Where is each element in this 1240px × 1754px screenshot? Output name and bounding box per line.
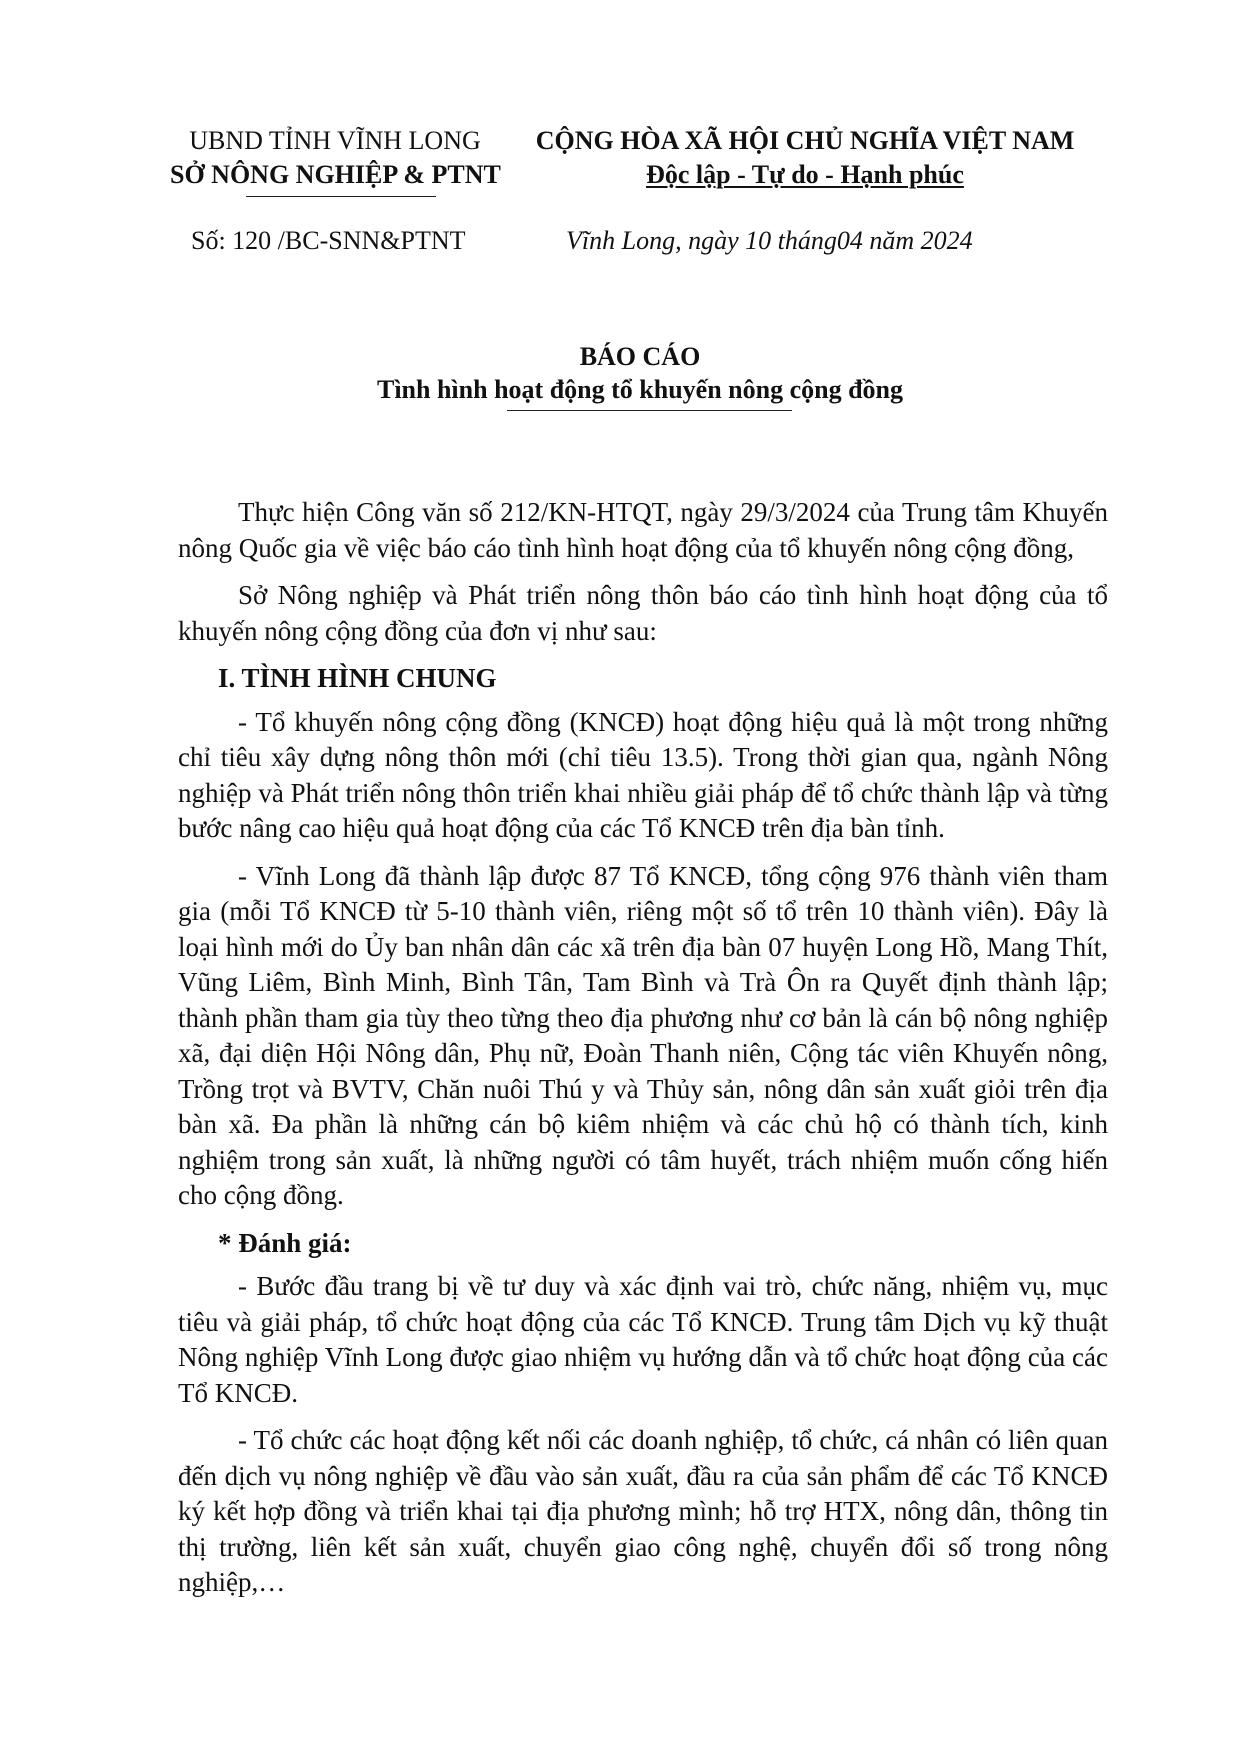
agency-name-line1: UBND TỈNH VĨNH LONG [189,126,481,155]
paragraph-evaluation-1: - Bước đầu trang bị về tư duy và xác định vai trò, chức năng, nhiệm vụ, mục tiêu và giải pháp, tổ chức hoạt động của các Tổ KNCĐ. Trung tâm Dịch vụ kỹ thuật Nông nghiệp Vĩnh Long được giao nhiệm vụ hướng dẫn và tổ chức hoạt động của các Tổ KNCĐ. [178,1271,1108,1408]
report-title: BÁO CÁO [579,342,701,371]
paragraph-kncd-overview: - Tổ khuyến nông cộng đồng (KNCĐ) hoạt động hiệu quả là một trong những chỉ tiêu xây dựng nông thôn mới (chỉ tiêu 13.5). Trong thời gian qua, ngành Nông nghiệp và Phát triển nông thôn triển khai nhiều giải pháp để tổ chức thành lập và từng bước nâng cao hiệu quả hoạt động của các Tổ KNCĐ trên địa bàn tỉnh. [178,706,1108,843]
subtitle-underline [507,410,792,411]
national-motto: Độc lập - Tự do - Hạnh phúc [646,160,964,189]
report-subtitle: Tình hình hoạt động tổ khuyến nông cộng đồng [376,375,903,404]
national-title: CỘNG HÒA XÃ HỘI CHỦ NGHĨA VIỆT NAM [535,126,1075,155]
paragraph-kncd-establishment: - Vĩnh Long đã thành lập được 87 Tổ KNCĐ, tổng cộng 976 thành viên tham gia (mỗi Tổ KNCĐ từ 5-10 thành viên, riêng một số tổ trên 10 thành viên). Đây là loại hình mới do Ủy ban nhân dân các xã trên địa bàn 07 huyện Long Hồ, Mang Thít, Vũng Liêm, Bình Minh, Bình Tân, Tam Bình và Trà Ôn ra Quyết định thành lập; thành phần tham gia tùy theo từng theo địa phương như cơ bản là cán bộ nông nghiệp xã, đại diện Hội Nông dân, Phụ nữ, Đoàn Thanh niên, Cộng tác viên Khuyến nông, Trồng trọt và BVTV, Chăn nuôi Thú y và Thủy sản, nông dân sản xuất giỏi trên địa bàn xã. Đa phần là những cán bộ kiêm nhiệm và các chủ hộ có thành tích, kinh nghiệm trong sản xuất, là những người có tâm huyết, trách nhiệm muốn cống hiến cho cộng đồng. [178,860,1108,1210]
document-number: Số: 120 /BC-SNN&PTNT [191,226,466,255]
section-heading-general: I. TÌNH HÌNH CHUNG [218,663,497,693]
evaluation-heading: * Đánh giá: [218,1227,352,1258]
report-body [178,495,1108,1613]
motto-wrapper [520,158,1090,192]
purpose-paragraph: Sở Nông nghiệp và Phát triển nông thôn báo cáo tình hình hoạt động của tổ khuyến nông cộng đồng của đơn vị như sau: [178,580,1108,646]
paragraph-evaluation-2: - Tổ chức các hoạt động kết nối các doanh nghiệp, tổ chức, cá nhân có liên quan đến dịch vụ nông nghiệp về đầu vào sản xuất, đầu ra của sản phẩm để các Tổ KNCĐ ký kết hợp đồng và triển khai tại địa phương mình; hỗ trợ HTX, nông dân, thông tin thị trường, liên kết sản xuất, chuyển giao công nghệ, chuyển đổi số trong nông nghiệp,… [178,1425,1108,1597]
agency-underline [246,196,436,197]
intro-paragraph: Thực hiện Công văn số 212/KN-HTQT, ngày 29/3/2024 của Trung tâm Khuyến nông Quốc gia về việc báo cáo tình hình hoạt động của tổ khuyến nông cộng đồng, [178,497,1108,563]
agency-name-line2: SỞ NÔNG NGHIỆP & PTNT [170,160,501,189]
document-date: Vĩnh Long, ngày 10 tháng04 năm 2024 [566,226,973,255]
